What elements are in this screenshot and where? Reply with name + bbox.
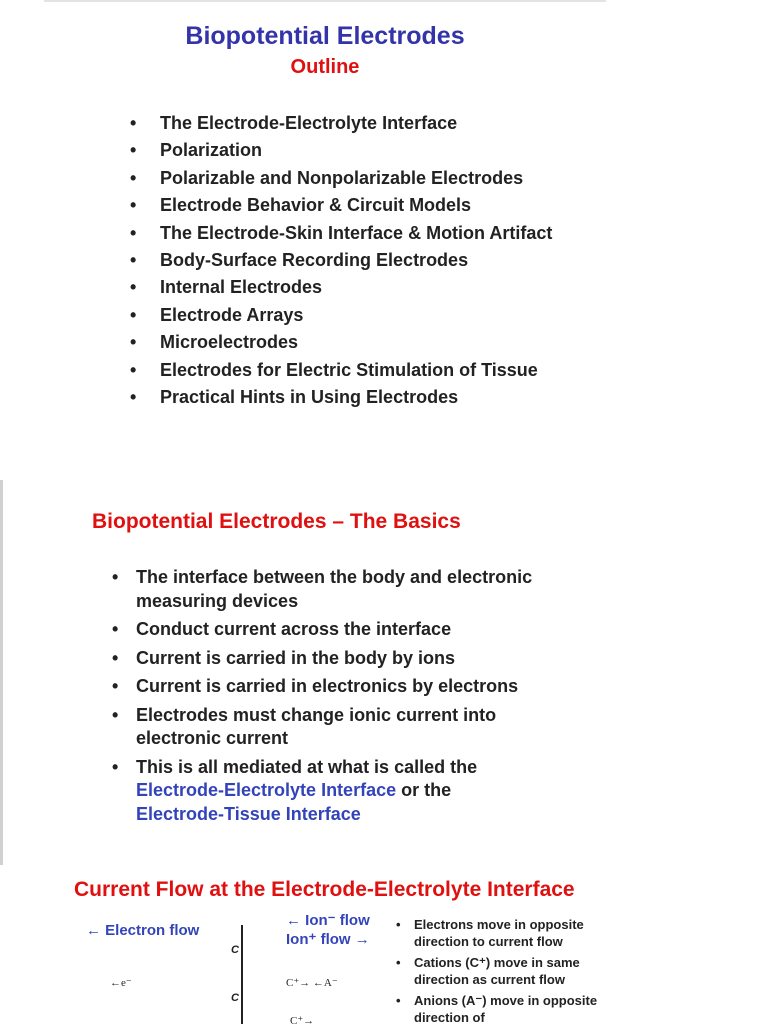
list-item (130, 384, 552, 411)
electron-arrow: ←e⁻ (110, 977, 132, 989)
list-item-label: The Electrode-Skin Interface & Motion Artifact (160, 222, 553, 243)
electron-flow-label: ← Electron flow (86, 922, 200, 939)
list-item (130, 357, 552, 384)
list-item-label: This is all mediated at what is called the (136, 756, 478, 777)
list-item (130, 192, 552, 219)
list-item (396, 916, 636, 950)
list-item-label: The interface between the body and electronic measuring devices (136, 567, 533, 611)
list-item-label: Current is carried in electronics by electrons (136, 676, 519, 696)
list-item-label: Electrode Behavior & Circuit Models (160, 195, 472, 216)
list-item (130, 302, 552, 329)
list-item (112, 756, 572, 827)
list-item (112, 618, 572, 642)
list-item (130, 274, 552, 301)
list-item (130, 247, 552, 274)
bullet: • (112, 756, 119, 777)
list-item (130, 220, 552, 247)
list-item (112, 647, 572, 671)
list-item-label: The Electrode-Electrolyte Interface (160, 113, 458, 133)
cation-anion-arrows: C⁺→ ←A⁻ (286, 977, 338, 989)
bullet: • (130, 386, 137, 407)
list-item-label: Practical Hints in Using Electrodes (160, 386, 459, 407)
list-item-label: Electrons move in opposite direction to current flow (414, 917, 584, 949)
slide-left-edge (0, 480, 3, 865)
bullet: • (130, 167, 137, 188)
bullet: • (130, 195, 137, 216)
bullet: • (112, 567, 119, 587)
page-subtitle: Outline (290, 56, 360, 78)
bullet: • (130, 332, 137, 353)
section-title: Current Flow at the Electrode-Electrolyte Interface (74, 878, 575, 901)
highlight-term: Electrode-Tissue Interface (136, 803, 361, 824)
list-item (112, 675, 572, 699)
bullet: • (130, 359, 137, 380)
list-item-label: Anions (A⁻) move in opposite direction of (414, 993, 598, 1025)
bullet: • (130, 277, 137, 298)
list-item-label: Polarizable and Nonpolarizable Electrodes (160, 167, 524, 188)
electrode-c-label: C (231, 944, 239, 956)
outline-list (130, 110, 552, 411)
list-item-label: Electrodes for Electric Stimulation of Tissue (160, 359, 538, 380)
bullet: • (130, 140, 137, 161)
bullet: • (130, 113, 137, 133)
bullet: • (112, 676, 119, 696)
section-title: Biopotential Electrodes – The Basics (92, 510, 461, 533)
list-item (396, 992, 636, 1026)
list-item-label: Electrodes must change ionic current into electronic current (136, 704, 497, 748)
list-item (130, 165, 552, 192)
bullet: • (130, 304, 137, 325)
list-item-label: Internal Electrodes (160, 277, 323, 298)
list-item-label: Electrode Arrays (160, 304, 304, 325)
list-item-label: Current is carried in the body by ions (136, 647, 456, 668)
page-title: Biopotential Electrodes (185, 22, 465, 50)
list-item (396, 954, 636, 988)
basics-list (112, 566, 572, 831)
list-item-label: Microelectrodes (160, 332, 299, 353)
bullet: • (112, 647, 119, 668)
list-item-label: Polarization (160, 140, 263, 161)
electrode-c-label: C (231, 992, 239, 1004)
list-item (130, 137, 552, 164)
ion-minus-flow-label: ← Ion⁻ flow (286, 912, 370, 929)
top-divider (44, 0, 606, 2)
bullet: • (396, 993, 401, 1008)
cation-arrow: C⁺→ (290, 1015, 315, 1027)
bullet: • (396, 917, 401, 932)
list-item-label: or the (396, 780, 452, 800)
highlight-term: Electrode-Electrolyte Interface (136, 780, 397, 800)
bullet: • (130, 222, 137, 243)
current-flow-notes (396, 916, 636, 1030)
bullet: • (112, 619, 119, 639)
list-item (130, 329, 552, 356)
list-item (112, 704, 572, 751)
list-item (112, 566, 572, 613)
electrode-surface (241, 925, 243, 1024)
list-item-label: Conduct current across the interface (136, 619, 452, 639)
ion-plus-flow-label: Ion⁺ flow → (286, 931, 370, 948)
list-item-label: Cations (C⁺) move in same direction as current flow (414, 955, 580, 987)
bullet: • (112, 704, 119, 725)
ion-flow-labels (286, 911, 370, 949)
list-item-label: Body-Surface Recording Electrodes (160, 249, 469, 270)
bullet: • (396, 955, 401, 970)
bullet: • (130, 249, 137, 270)
list-item (130, 110, 552, 137)
